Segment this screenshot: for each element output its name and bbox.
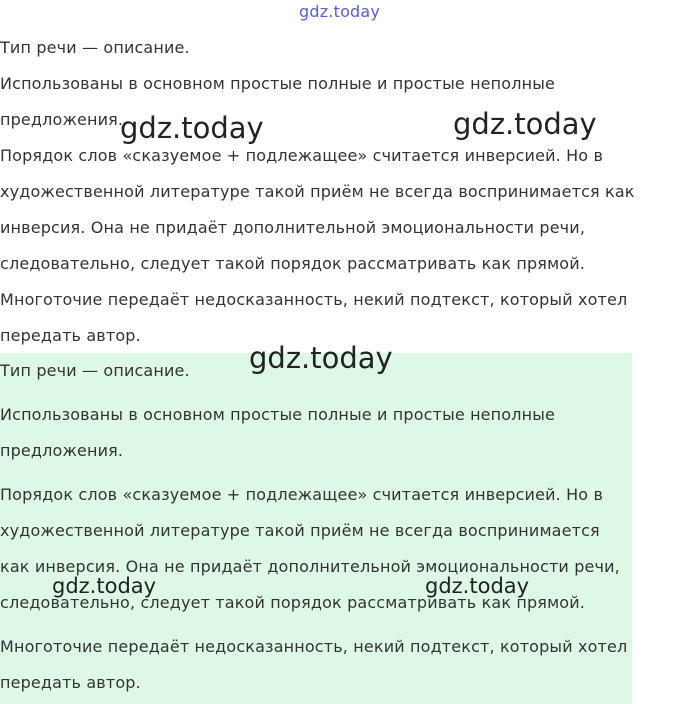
paragraph-word-order: Порядок слов «сказуемое + подлежащее» считается инверсией. Но в художественной литературе такой приём не всегда воспринимается как инверсия. Она не придаёт дополнительной эмоциональности речи, следовательно, следует такой порядок рассматривать как прямой. Многоточие передаёт недосказанность, некий подтекст, который хотел передать автор.	[0, 146, 635, 345]
answer-text-top	[0, 30, 640, 354]
paragraph-speech-type: Тип речи — описание.	[0, 38, 190, 57]
header-watermark: gdz.today	[299, 2, 381, 21]
watermark: gdz.today	[249, 341, 393, 375]
answer-text-highlighted	[0, 353, 632, 704]
paragraph-word-order: Порядок слов «сказуемое + подлежащее» считается инверсией. Но в художественной литературе такой приём не всегда воспринимается как инверсия. Она не придаёт дополнительной эмоциональности речи, следовательно, следует такой порядок рассматривать как прямой.	[0, 485, 620, 612]
watermark: gdz.today	[453, 107, 597, 141]
watermark: gdz.today	[120, 111, 264, 145]
watermark: gdz.today	[425, 574, 530, 598]
paragraph-speech-type: Тип речи — описание.	[0, 361, 190, 380]
watermark: gdz.today	[52, 574, 157, 598]
paragraph-sentence-types: Использованы в основном простые полные и простые неполные предложения.	[0, 405, 555, 460]
paragraph-sentence-types: Использованы в основном простые полные и простые неполные предложения.	[0, 74, 555, 129]
paragraph-ellipsis: Многоточие передаёт недосказанность, некий подтекст, который хотел передать автор.	[0, 637, 628, 692]
